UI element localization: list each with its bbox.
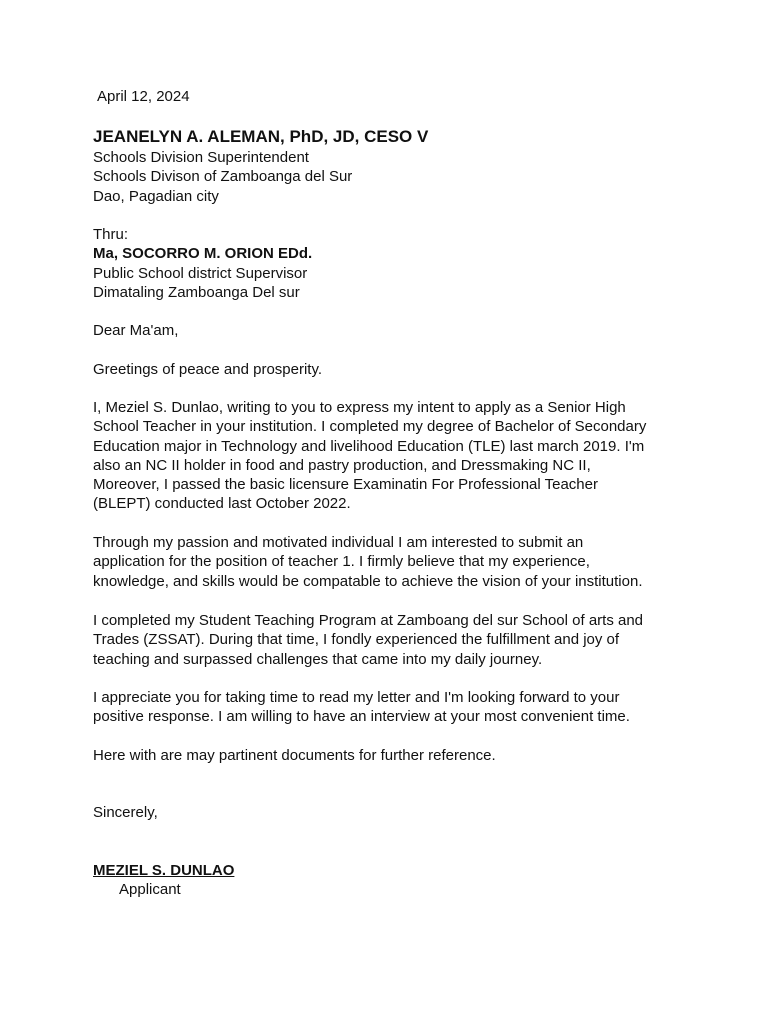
addressee-title: Schools Division Superintendent <box>93 149 309 166</box>
body-paragraph-2 <box>93 533 693 591</box>
thru-title: Public School district Supervisor <box>93 264 308 282</box>
body-paragraph-1 <box>93 398 693 514</box>
paragraph-line: Moreover, I passed the basic licensure Examinatin For Professional Teacher <box>93 476 598 494</box>
thru-name: Ma, SOCORRO M. ORION EDd. <box>93 245 313 263</box>
greeting: Greetings of peace and prosperity. <box>93 361 323 378</box>
paragraph-line: Through my passion and motivated individual I am interested to submit an <box>93 534 584 551</box>
paragraph-line: application for the position of teacher 1. I firmly believe that my experience, <box>93 553 590 571</box>
paragraph-line: I appreciate you for taking time to read my letter and I'm looking forward to your <box>93 689 620 706</box>
thru-block <box>93 225 693 302</box>
thru-location: Dimataling Zamboanga Del sur <box>93 283 300 301</box>
salutation: Dear Ma'am, <box>93 322 179 339</box>
signature-name: MEZIEL S. DUNLAO <box>93 862 235 879</box>
paragraph-line: (BLEPT) conducted last October 2022. <box>93 495 351 513</box>
paragraph-line: Trades (ZSSAT). During that time, I fondly experienced the fulfillment and joy of <box>93 631 620 649</box>
addressee-name: JEANELYN A. ALEMAN, PhD, JD, CESO V <box>93 127 429 146</box>
paragraph-line: knowledge, and skills would be compatable to achieve the vision of your institution. <box>93 572 643 590</box>
paragraph-line: School Teacher in your institution. I completed my degree of Bachelor of Secondary <box>93 418 647 436</box>
closing: Sincerely, <box>93 804 158 821</box>
addressee-office: Schools Divison of Zamboanga del Sur <box>93 168 353 186</box>
body-paragraph-5 <box>93 746 693 765</box>
body-paragraph-3 <box>93 611 693 669</box>
addressee-address <box>93 148 693 206</box>
paragraph-line: Here with are may partinent documents for further reference. <box>93 747 496 764</box>
signature-role: Applicant <box>119 881 181 898</box>
letter-date: April 12, 2024 <box>97 88 190 105</box>
paragraph-line: positive response. I am willing to have an interview at your most convenient time. <box>93 708 630 726</box>
paragraph-line: I completed my Student Teaching Program at Zamboang del sur School of arts and <box>93 612 644 629</box>
paragraph-line: also an NC II holder in food and pastry production, and Dressmaking NC II, <box>93 456 591 474</box>
paragraph-line: teaching and surpassed challenges that came into my daily journey. <box>93 650 543 668</box>
paragraph-line: I, Meziel S. Dunlao, writing to you to express my intent to apply as a Senior High <box>93 399 626 416</box>
addressee-location: Dao, Pagadian city <box>93 187 219 205</box>
paragraph-line: Education major in Technology and livelihood Education (TLE) last march 2019. I'm <box>93 437 645 455</box>
thru-label: Thru: <box>93 226 129 243</box>
body-paragraph-4 <box>93 688 693 727</box>
